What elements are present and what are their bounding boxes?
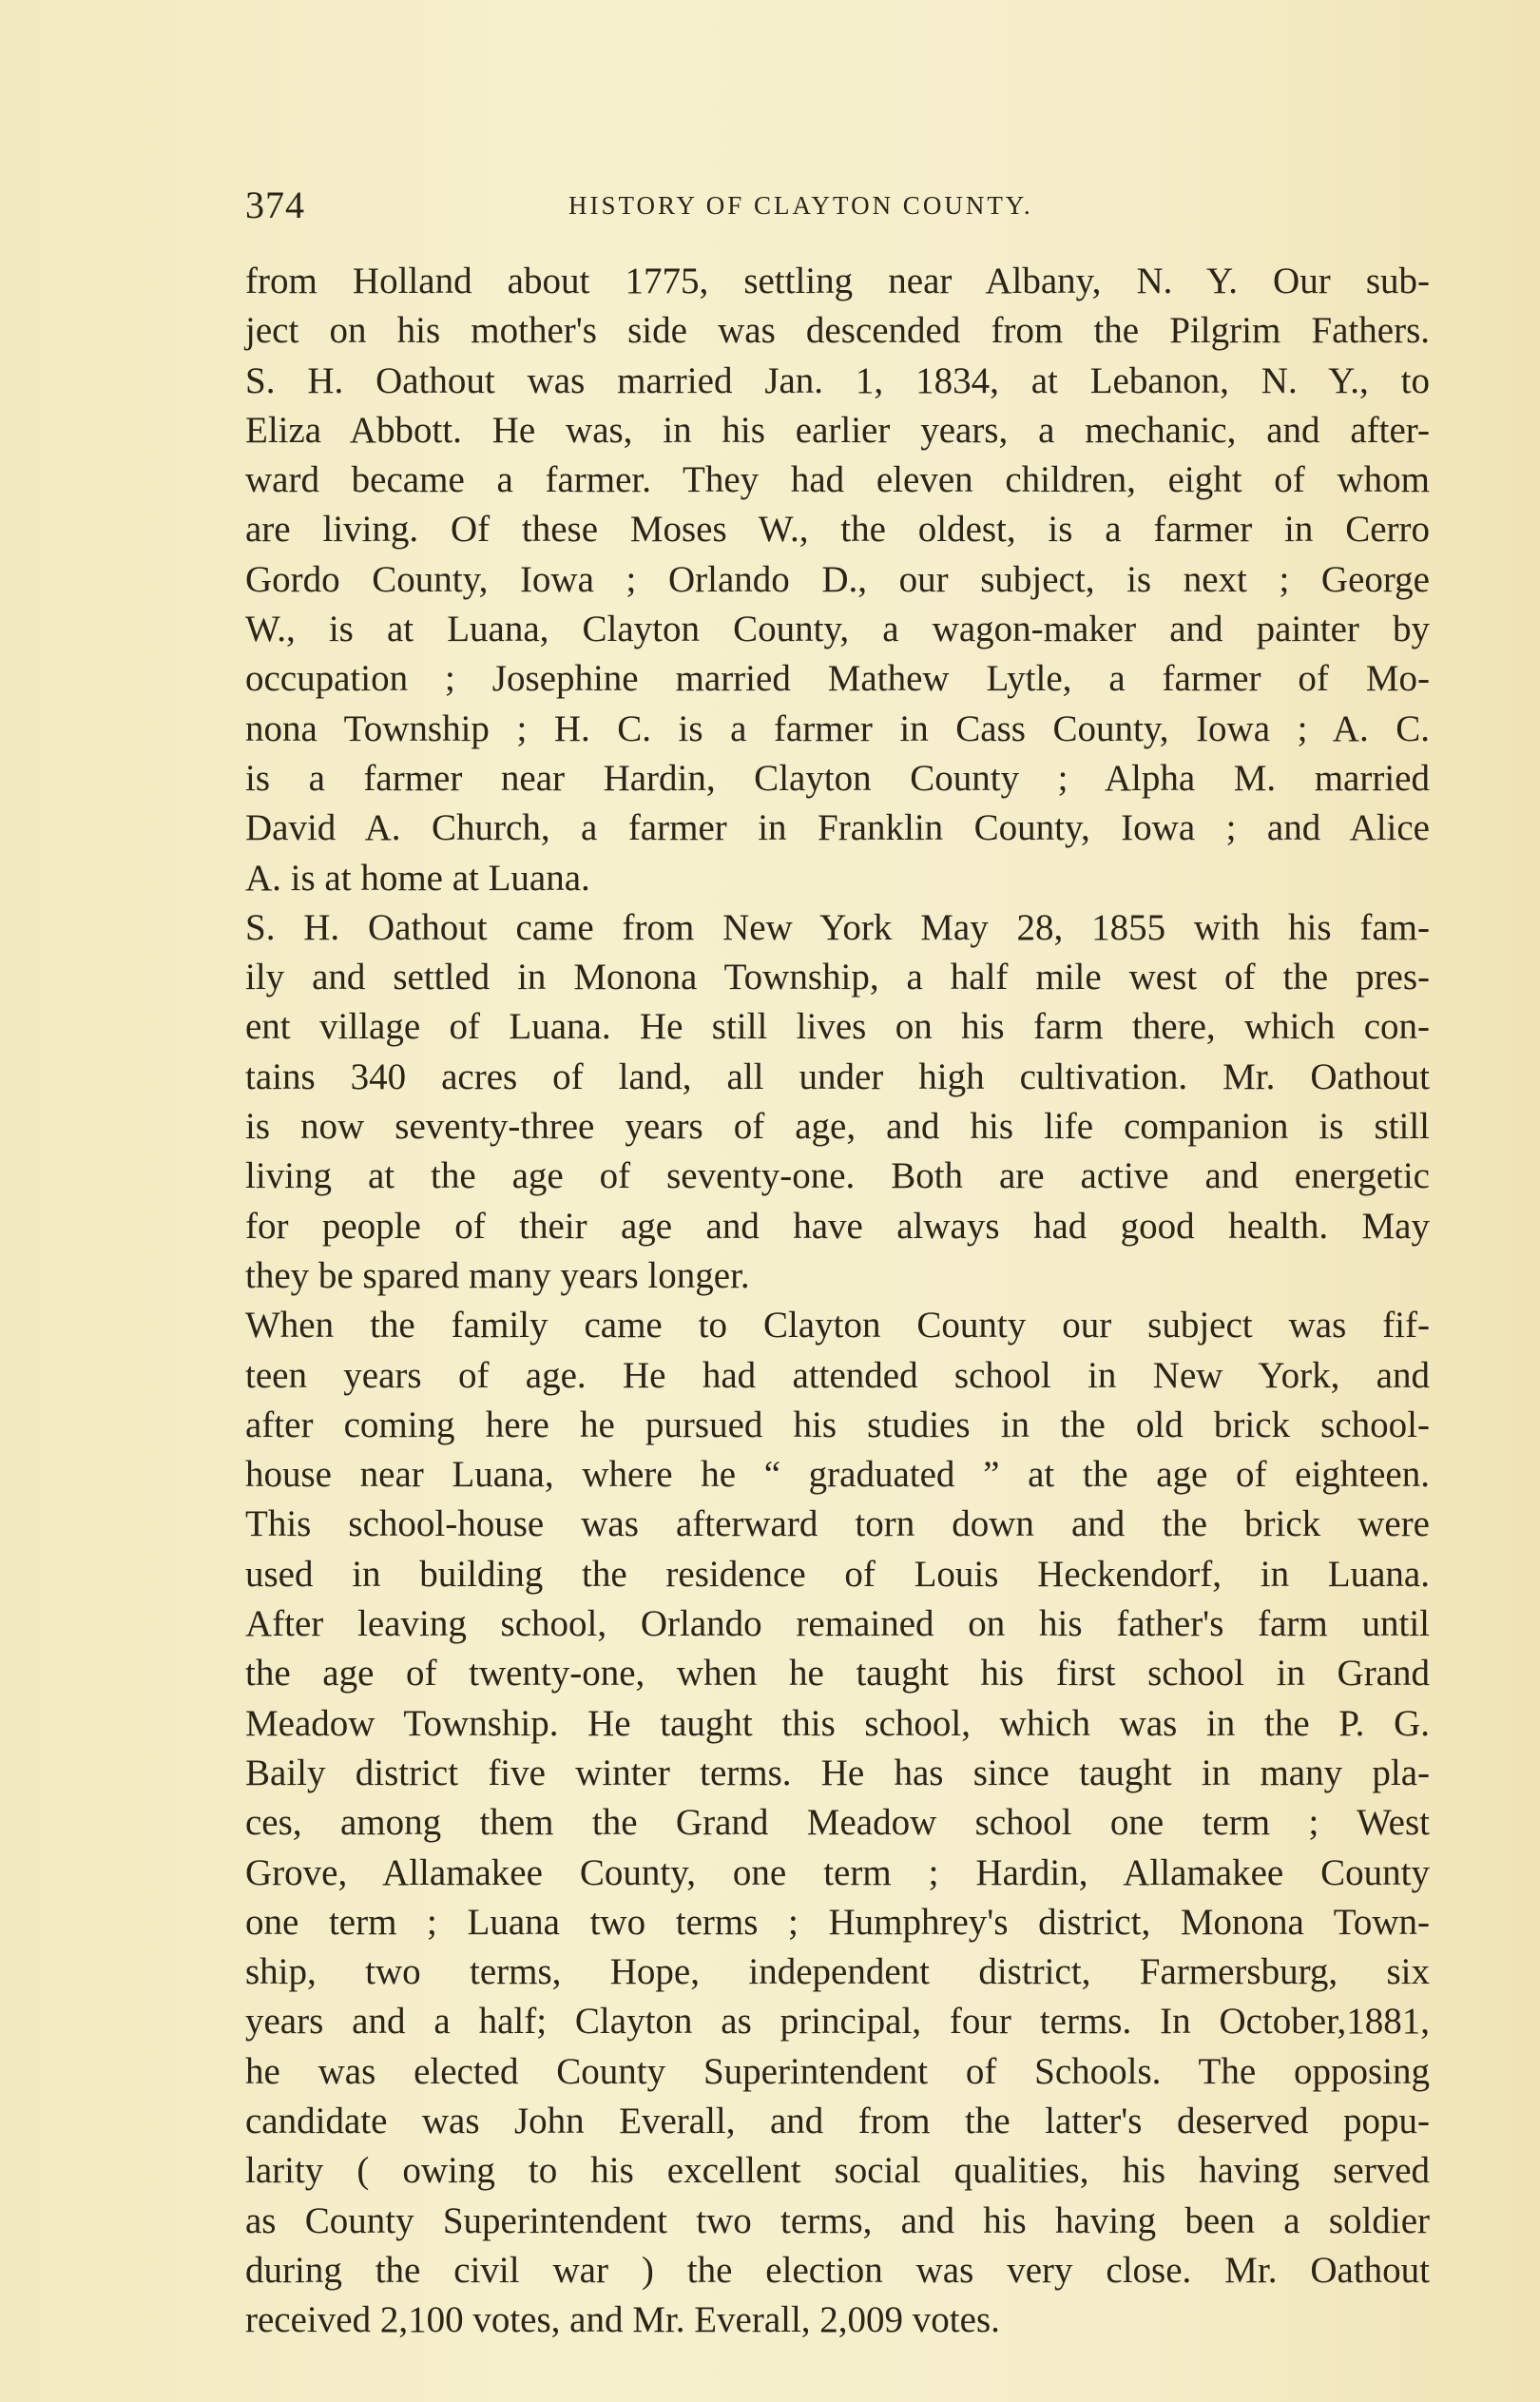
- text-line: after coming here he pursued his studies in the old brick school-: [245, 1404, 1430, 1445]
- text-line: occupation ; Josephine married Mathew Lytle, a farmer of Mo-: [245, 658, 1430, 700]
- text-line: When the family came to Clayton County our subject was fif-: [245, 1305, 1430, 1346]
- text-line: is a farmer near Hardin, Clayton County ; Alpha M. married: [245, 757, 1430, 799]
- text-line: house near Luana, where he “ graduated ” at the age of eighteen.: [245, 1454, 1430, 1496]
- text-line: teen years of age. He had attended school in New York, and: [245, 1354, 1430, 1396]
- running-title: HISTORY OF CLAYTON COUNTY.: [568, 191, 1033, 220]
- text-line: he was elected County Superintendent of Schools. The opposing: [245, 2050, 1430, 2092]
- text-line: are living. Of these Moses W., the oldest, is a farmer in Cerro: [245, 509, 1430, 551]
- text-line: is now seventy-three years of age, and his life companion is still: [245, 1106, 1430, 1148]
- text-line: After leaving school, Orlando remained on his father's farm until: [245, 1603, 1430, 1645]
- text-line: one term ; Luana two terms ; Humphrey's district, Monona Town-: [245, 1901, 1430, 1943]
- text-line: the age of twenty-one, when he taught his first school in Grand: [245, 1653, 1430, 1695]
- body-text: [245, 257, 1430, 2345]
- text-line: from Holland about 1775, settling near Albany, N. Y. Our sub-: [245, 261, 1430, 301]
- text-line: candidate was John Everall, and from the latter's deserved popu-: [245, 2100, 1430, 2141]
- text-line: W., is at Luana, Clayton County, a wagon-maker and painter by: [245, 609, 1430, 650]
- text-line: nona Township ; H. C. is a farmer in Cass County, Iowa ; A. C.: [245, 707, 1430, 749]
- page-number: 374: [245, 184, 305, 226]
- text-line: ces, among them the Grand Meadow school one term ; West: [245, 1802, 1430, 1844]
- text-line: Eliza Abbott. He was, in his earlier years, a mechanic, and after-: [245, 409, 1430, 451]
- text-line: ward became a farmer. They had eleven children, eight of whom: [245, 459, 1430, 501]
- text-line: living at the age of seventy-one. Both are active and energetic: [245, 1155, 1430, 1197]
- text-line: Baily district five winter terms. He has since taught in many pla-: [245, 1752, 1430, 1793]
- text-line: ily and settled in Monona Township, a half mile west of the pres-: [245, 957, 1430, 998]
- text-line: tains 340 acres of land, all under high cultivation. Mr. Oathout: [245, 1056, 1430, 1097]
- text-line: This school-house was afterward torn down and the brick were: [245, 1503, 1430, 1545]
- text-line: Meadow Township. He taught this school, which was in the P. G.: [245, 1702, 1430, 1744]
- text-line: A. is at home at Luana.: [245, 857, 590, 899]
- text-line: received 2,100 votes, and Mr. Everall, 2,009 votes.: [245, 2299, 1000, 2341]
- text-line: for people of their age and have always had good health. May: [245, 1205, 1430, 1247]
- text-line: S. H. Oathout was married Jan. 1, 1834, at Lebanon, N. Y., to: [245, 359, 1430, 401]
- text-line: they be spared many years longer.: [245, 1254, 750, 1296]
- text-line: years and a half; Clayton as principal, four terms. In October,1881,: [245, 2001, 1430, 2043]
- text-line: as County Superintendent two terms, and his having been a soldier: [245, 2199, 1430, 2241]
- text-line: ject on his mother's side was descended from the Pilgrim Fathers.: [245, 310, 1430, 352]
- text-line: during the civil war ) the election was very close. Mr. Oathout: [245, 2249, 1430, 2291]
- page-header: [245, 181, 1196, 230]
- text-line: ship, two terms, Hope, independent district, Farmersburg, six: [245, 1951, 1430, 1993]
- text-line: Gordo County, Iowa ; Orlando D., our subject, is next ; George: [245, 558, 1430, 600]
- text-line: larity ( owing to his excellent social qualities, his having served: [245, 2150, 1430, 2192]
- text-line: Grove, Allamakee County, one term ; Hardin, Allamakee County: [245, 1851, 1430, 1893]
- text-line: used in building the residence of Louis Heckendorf, in Luana.: [245, 1553, 1430, 1595]
- text-line: David A. Church, a farmer in Franklin County, Iowa ; and Alice: [245, 807, 1430, 849]
- text-line: S. H. Oathout came from New York May 28, 1855 with his fam-: [245, 906, 1430, 948]
- text-line: ent village of Luana. He still lives on his farm there, which con-: [245, 1006, 1430, 1048]
